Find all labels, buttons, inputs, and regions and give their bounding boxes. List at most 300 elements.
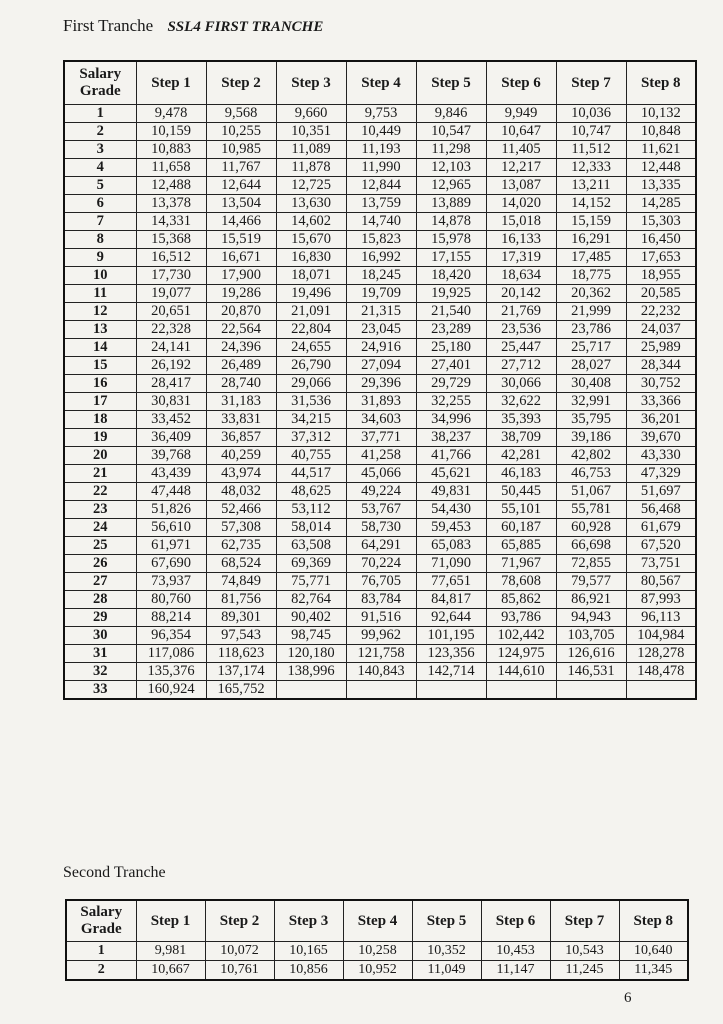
step-header: Step 5 bbox=[416, 61, 486, 105]
salary-value-cell: 10,072 bbox=[205, 942, 274, 961]
salary-value-cell: 19,286 bbox=[206, 285, 276, 303]
salary-value-cell bbox=[486, 681, 556, 700]
salary-value-cell: 77,651 bbox=[416, 573, 486, 591]
first-tranche-label: First Tranche bbox=[63, 16, 154, 35]
salary-value-cell: 56,610 bbox=[136, 519, 206, 537]
salary-grade-cell: 29 bbox=[64, 609, 136, 627]
salary-value-cell: 26,192 bbox=[136, 357, 206, 375]
salary-value-cell: 58,014 bbox=[276, 519, 346, 537]
salary-value-cell: 27,094 bbox=[346, 357, 416, 375]
salary-value-cell: 46,753 bbox=[556, 465, 626, 483]
salary-value-cell: 13,087 bbox=[486, 177, 556, 195]
table-header-row bbox=[66, 900, 688, 942]
salary-value-cell: 23,536 bbox=[486, 321, 556, 339]
salary-value-cell: 25,717 bbox=[556, 339, 626, 357]
table-row bbox=[64, 303, 696, 321]
table-row bbox=[64, 411, 696, 429]
table-row bbox=[64, 465, 696, 483]
salary-value-cell: 26,489 bbox=[206, 357, 276, 375]
salary-value-cell: 49,224 bbox=[346, 483, 416, 501]
second-tranche-salary-table bbox=[65, 899, 689, 981]
salary-value-cell: 10,351 bbox=[276, 123, 346, 141]
salary-grade-cell: 28 bbox=[64, 591, 136, 609]
salary-value-cell: 14,878 bbox=[416, 213, 486, 231]
salary-value-cell: 10,036 bbox=[556, 105, 626, 123]
salary-value-cell: 94,943 bbox=[556, 609, 626, 627]
step-header: Step 6 bbox=[481, 900, 550, 942]
step-header: Step 2 bbox=[205, 900, 274, 942]
salary-value-cell: 14,602 bbox=[276, 213, 346, 231]
salary-value-cell bbox=[556, 681, 626, 700]
salary-value-cell: 29,396 bbox=[346, 375, 416, 393]
salary-value-cell: 24,916 bbox=[346, 339, 416, 357]
salary-value-cell: 18,420 bbox=[416, 267, 486, 285]
salary-value-cell: 15,670 bbox=[276, 231, 346, 249]
salary-value-cell: 48,625 bbox=[276, 483, 346, 501]
table-row bbox=[64, 555, 696, 573]
salary-value-cell: 43,330 bbox=[626, 447, 696, 465]
salary-grade-cell: 23 bbox=[64, 501, 136, 519]
salary-value-cell: 20,651 bbox=[136, 303, 206, 321]
salary-value-cell: 11,405 bbox=[486, 141, 556, 159]
salary-value-cell: 21,315 bbox=[346, 303, 416, 321]
salary-value-cell: 73,751 bbox=[626, 555, 696, 573]
salary-value-cell: 19,709 bbox=[346, 285, 416, 303]
salary-value-cell: 42,802 bbox=[556, 447, 626, 465]
salary-grade-cell: 3 bbox=[64, 141, 136, 159]
salary-value-cell: 16,291 bbox=[556, 231, 626, 249]
salary-grade-cell: 5 bbox=[64, 177, 136, 195]
salary-value-cell: 11,767 bbox=[206, 159, 276, 177]
salary-value-cell bbox=[626, 681, 696, 700]
salary-value-cell: 12,103 bbox=[416, 159, 486, 177]
salary-value-cell: 55,781 bbox=[556, 501, 626, 519]
salary-value-cell: 47,329 bbox=[626, 465, 696, 483]
salary-value-cell: 124,975 bbox=[486, 645, 556, 663]
salary-value-cell: 58,730 bbox=[346, 519, 416, 537]
salary-value-cell: 10,165 bbox=[274, 942, 343, 961]
salary-value-cell: 31,536 bbox=[276, 393, 346, 411]
salary-value-cell: 34,996 bbox=[416, 411, 486, 429]
salary-value-cell: 30,408 bbox=[556, 375, 626, 393]
salary-value-cell: 12,333 bbox=[556, 159, 626, 177]
salary-value-cell: 72,855 bbox=[556, 555, 626, 573]
table-row bbox=[64, 141, 696, 159]
salary-grade-cell: 15 bbox=[64, 357, 136, 375]
salary-value-cell: 36,201 bbox=[626, 411, 696, 429]
salary-grade-cell: 30 bbox=[64, 627, 136, 645]
first-tranche-salary-table bbox=[63, 60, 697, 700]
table-row bbox=[64, 537, 696, 555]
salary-value-cell: 98,745 bbox=[276, 627, 346, 645]
salary-value-cell: 24,396 bbox=[206, 339, 276, 357]
table-row bbox=[64, 645, 696, 663]
salary-value-cell: 33,452 bbox=[136, 411, 206, 429]
salary-value-cell: 10,856 bbox=[274, 961, 343, 981]
salary-value-cell: 68,524 bbox=[206, 555, 276, 573]
salary-value-cell: 22,804 bbox=[276, 321, 346, 339]
salary-value-cell: 39,186 bbox=[556, 429, 626, 447]
salary-value-cell: 13,759 bbox=[346, 195, 416, 213]
salary-value-cell: 13,504 bbox=[206, 195, 276, 213]
salary-value-cell: 56,468 bbox=[626, 501, 696, 519]
salary-value-cell: 10,985 bbox=[206, 141, 276, 159]
table-row bbox=[64, 123, 696, 141]
salary-value-cell: 53,767 bbox=[346, 501, 416, 519]
salary-value-cell: 17,900 bbox=[206, 267, 276, 285]
table-row bbox=[64, 267, 696, 285]
salary-value-cell: 65,083 bbox=[416, 537, 486, 555]
salary-value-cell: 14,466 bbox=[206, 213, 276, 231]
salary-value-cell: 19,496 bbox=[276, 285, 346, 303]
salary-value-cell: 59,453 bbox=[416, 519, 486, 537]
table-row bbox=[66, 961, 688, 981]
salary-value-cell bbox=[346, 681, 416, 700]
salary-value-cell: 36,857 bbox=[206, 429, 276, 447]
salary-value-cell: 73,937 bbox=[136, 573, 206, 591]
salary-value-cell: 19,925 bbox=[416, 285, 486, 303]
salary-value-cell: 85,862 bbox=[486, 591, 556, 609]
salary-value-cell: 15,978 bbox=[416, 231, 486, 249]
salary-value-cell: 25,180 bbox=[416, 339, 486, 357]
salary-value-cell: 9,846 bbox=[416, 105, 486, 123]
salary-value-cell: 12,725 bbox=[276, 177, 346, 195]
salary-value-cell: 88,214 bbox=[136, 609, 206, 627]
salary-value-cell: 15,368 bbox=[136, 231, 206, 249]
salary-value-cell: 37,312 bbox=[276, 429, 346, 447]
salary-value-cell: 70,224 bbox=[346, 555, 416, 573]
salary-value-cell: 24,655 bbox=[276, 339, 346, 357]
salary-value-cell: 18,245 bbox=[346, 267, 416, 285]
salary-value-cell: 10,547 bbox=[416, 123, 486, 141]
salary-value-cell: 13,378 bbox=[136, 195, 206, 213]
salary-value-cell: 128,278 bbox=[626, 645, 696, 663]
salary-grade-cell: 2 bbox=[66, 961, 136, 981]
step-header: Step 5 bbox=[412, 900, 481, 942]
salary-value-cell: 26,790 bbox=[276, 357, 346, 375]
salary-grade-cell: 6 bbox=[64, 195, 136, 213]
salary-value-cell: 11,512 bbox=[556, 141, 626, 159]
step-header: Step 3 bbox=[274, 900, 343, 942]
salary-value-cell: 16,671 bbox=[206, 249, 276, 267]
salary-value-cell: 18,071 bbox=[276, 267, 346, 285]
salary-value-cell: 15,159 bbox=[556, 213, 626, 231]
salary-value-cell: 35,795 bbox=[556, 411, 626, 429]
salary-value-cell: 69,369 bbox=[276, 555, 346, 573]
salary-value-cell: 16,512 bbox=[136, 249, 206, 267]
salary-value-cell: 23,289 bbox=[416, 321, 486, 339]
table-row bbox=[64, 375, 696, 393]
salary-value-cell: 160,924 bbox=[136, 681, 206, 700]
salary-value-cell: 9,568 bbox=[206, 105, 276, 123]
salary-value-cell: 87,993 bbox=[626, 591, 696, 609]
salary-value-cell: 148,478 bbox=[626, 663, 696, 681]
salary-grade-cell: 11 bbox=[64, 285, 136, 303]
step-header: Step 4 bbox=[346, 61, 416, 105]
step-header: Step 4 bbox=[343, 900, 412, 942]
salary-value-cell: 63,508 bbox=[276, 537, 346, 555]
second-tranche-heading: Second Tranche bbox=[63, 864, 166, 881]
salary-grade-cell: 25 bbox=[64, 537, 136, 555]
table-row bbox=[64, 609, 696, 627]
salary-value-cell: 11,089 bbox=[276, 141, 346, 159]
salary-value-cell: 22,328 bbox=[136, 321, 206, 339]
salary-value-cell: 39,670 bbox=[626, 429, 696, 447]
salary-value-cell: 34,603 bbox=[346, 411, 416, 429]
salary-value-cell: 25,447 bbox=[486, 339, 556, 357]
salary-value-cell bbox=[276, 681, 346, 700]
page-number: 6 bbox=[624, 990, 632, 1006]
salary-value-cell: 13,889 bbox=[416, 195, 486, 213]
salary-value-cell: 62,735 bbox=[206, 537, 276, 555]
salary-value-cell: 17,730 bbox=[136, 267, 206, 285]
salary-value-cell: 21,091 bbox=[276, 303, 346, 321]
salary-value-cell: 54,430 bbox=[416, 501, 486, 519]
table-row bbox=[64, 177, 696, 195]
salary-value-cell: 12,844 bbox=[346, 177, 416, 195]
salary-grade-cell: 1 bbox=[66, 942, 136, 961]
salary-value-cell: 52,466 bbox=[206, 501, 276, 519]
salary-value-cell: 31,893 bbox=[346, 393, 416, 411]
salary-value-cell: 78,608 bbox=[486, 573, 556, 591]
salary-value-cell: 20,142 bbox=[486, 285, 556, 303]
salary-value-cell: 89,301 bbox=[206, 609, 276, 627]
salary-value-cell: 28,027 bbox=[556, 357, 626, 375]
salary-value-cell: 17,319 bbox=[486, 249, 556, 267]
salary-value-cell: 15,519 bbox=[206, 231, 276, 249]
salary-value-cell: 60,928 bbox=[556, 519, 626, 537]
salary-value-cell: 13,335 bbox=[626, 177, 696, 195]
salary-value-cell: 11,878 bbox=[276, 159, 346, 177]
salary-value-cell: 30,066 bbox=[486, 375, 556, 393]
salary-value-cell: 28,417 bbox=[136, 375, 206, 393]
salary-value-cell: 11,345 bbox=[619, 961, 688, 981]
salary-value-cell: 39,768 bbox=[136, 447, 206, 465]
salary-value-cell: 34,215 bbox=[276, 411, 346, 429]
salary-value-cell: 93,786 bbox=[486, 609, 556, 627]
salary-value-cell: 36,409 bbox=[136, 429, 206, 447]
salary-value-cell: 14,331 bbox=[136, 213, 206, 231]
salary-value-cell: 49,831 bbox=[416, 483, 486, 501]
salary-value-cell: 142,714 bbox=[416, 663, 486, 681]
salary-value-cell: 144,610 bbox=[486, 663, 556, 681]
salary-value-cell: 18,775 bbox=[556, 267, 626, 285]
salary-value-cell: 46,183 bbox=[486, 465, 556, 483]
salary-grade-cell: 2 bbox=[64, 123, 136, 141]
salary-grade-cell: 24 bbox=[64, 519, 136, 537]
salary-value-cell: 17,155 bbox=[416, 249, 486, 267]
table-row bbox=[64, 573, 696, 591]
salary-value-cell: 11,658 bbox=[136, 159, 206, 177]
salary-value-cell: 40,755 bbox=[276, 447, 346, 465]
salary-value-cell: 165,752 bbox=[206, 681, 276, 700]
salary-value-cell: 22,564 bbox=[206, 321, 276, 339]
salary-value-cell: 64,291 bbox=[346, 537, 416, 555]
salary-value-cell: 11,245 bbox=[550, 961, 619, 981]
salary-value-cell: 13,630 bbox=[276, 195, 346, 213]
table-row bbox=[64, 501, 696, 519]
salary-value-cell: 20,870 bbox=[206, 303, 276, 321]
salary-value-cell: 11,147 bbox=[481, 961, 550, 981]
salary-value-cell: 71,090 bbox=[416, 555, 486, 573]
table-row bbox=[64, 591, 696, 609]
salary-grade-cell: 20 bbox=[64, 447, 136, 465]
salary-value-cell: 11,049 bbox=[412, 961, 481, 981]
salary-value-cell: 32,622 bbox=[486, 393, 556, 411]
salary-value-cell: 102,442 bbox=[486, 627, 556, 645]
salary-value-cell: 29,729 bbox=[416, 375, 486, 393]
salary-value-cell: 81,756 bbox=[206, 591, 276, 609]
salary-value-cell: 10,159 bbox=[136, 123, 206, 141]
salary-value-cell: 27,712 bbox=[486, 357, 556, 375]
salary-value-cell: 10,255 bbox=[206, 123, 276, 141]
salary-value-cell: 42,281 bbox=[486, 447, 556, 465]
salary-value-cell: 10,258 bbox=[343, 942, 412, 961]
step-header: Step 2 bbox=[206, 61, 276, 105]
table-row bbox=[64, 393, 696, 411]
salary-value-cell: 51,826 bbox=[136, 501, 206, 519]
salary-value-cell: 12,217 bbox=[486, 159, 556, 177]
table-row bbox=[64, 195, 696, 213]
salary-value-cell: 13,211 bbox=[556, 177, 626, 195]
salary-grade-header: Salary Grade bbox=[64, 61, 136, 105]
table-row bbox=[64, 321, 696, 339]
salary-value-cell: 92,644 bbox=[416, 609, 486, 627]
salary-value-cell: 15,303 bbox=[626, 213, 696, 231]
salary-value-cell: 138,996 bbox=[276, 663, 346, 681]
salary-value-cell: 41,258 bbox=[346, 447, 416, 465]
salary-value-cell: 33,366 bbox=[626, 393, 696, 411]
salary-grade-header: Salary Grade bbox=[66, 900, 136, 942]
salary-value-cell: 47,448 bbox=[136, 483, 206, 501]
table-row bbox=[64, 663, 696, 681]
salary-value-cell: 32,991 bbox=[556, 393, 626, 411]
salary-value-cell: 57,308 bbox=[206, 519, 276, 537]
salary-value-cell: 97,543 bbox=[206, 627, 276, 645]
salary-value-cell: 11,621 bbox=[626, 141, 696, 159]
salary-value-cell: 43,439 bbox=[136, 465, 206, 483]
salary-value-cell: 32,255 bbox=[416, 393, 486, 411]
salary-value-cell: 120,180 bbox=[276, 645, 346, 663]
salary-value-cell: 41,766 bbox=[416, 447, 486, 465]
salary-value-cell: 135,376 bbox=[136, 663, 206, 681]
salary-value-cell: 21,540 bbox=[416, 303, 486, 321]
salary-value-cell: 16,830 bbox=[276, 249, 346, 267]
salary-value-cell: 12,965 bbox=[416, 177, 486, 195]
salary-value-cell: 71,967 bbox=[486, 555, 556, 573]
salary-value-cell: 28,740 bbox=[206, 375, 276, 393]
salary-value-cell: 11,990 bbox=[346, 159, 416, 177]
table-row bbox=[64, 447, 696, 465]
salary-value-cell: 10,747 bbox=[556, 123, 626, 141]
salary-value-cell: 140,843 bbox=[346, 663, 416, 681]
table-row bbox=[64, 285, 696, 303]
step-header: Step 8 bbox=[626, 61, 696, 105]
salary-value-cell: 10,883 bbox=[136, 141, 206, 159]
step-header: Step 1 bbox=[136, 61, 206, 105]
salary-value-cell: 9,981 bbox=[136, 942, 205, 961]
salary-value-cell: 9,478 bbox=[136, 105, 206, 123]
salary-value-cell: 28,344 bbox=[626, 357, 696, 375]
salary-value-cell: 14,020 bbox=[486, 195, 556, 213]
salary-value-cell: 27,401 bbox=[416, 357, 486, 375]
table-row bbox=[64, 213, 696, 231]
salary-value-cell: 10,848 bbox=[626, 123, 696, 141]
salary-value-cell: 51,067 bbox=[556, 483, 626, 501]
salary-value-cell: 17,485 bbox=[556, 249, 626, 267]
salary-value-cell: 11,298 bbox=[416, 141, 486, 159]
salary-value-cell: 35,393 bbox=[486, 411, 556, 429]
salary-value-cell: 16,133 bbox=[486, 231, 556, 249]
salary-value-cell: 45,621 bbox=[416, 465, 486, 483]
salary-value-cell: 30,831 bbox=[136, 393, 206, 411]
salary-value-cell: 80,760 bbox=[136, 591, 206, 609]
first-tranche-subtitle: SSL4 FIRST TRANCHE bbox=[167, 19, 324, 35]
salary-value-cell: 20,362 bbox=[556, 285, 626, 303]
salary-value-cell: 20,585 bbox=[626, 285, 696, 303]
salary-grade-cell: 1 bbox=[64, 105, 136, 123]
salary-value-cell bbox=[416, 681, 486, 700]
salary-value-cell: 83,784 bbox=[346, 591, 416, 609]
salary-grade-cell: 26 bbox=[64, 555, 136, 573]
salary-value-cell: 79,577 bbox=[556, 573, 626, 591]
salary-value-cell: 48,032 bbox=[206, 483, 276, 501]
step-header: Step 1 bbox=[136, 900, 205, 942]
salary-value-cell: 44,517 bbox=[276, 465, 346, 483]
salary-grade-cell: 22 bbox=[64, 483, 136, 501]
table-header-row bbox=[64, 61, 696, 105]
salary-value-cell: 30,752 bbox=[626, 375, 696, 393]
salary-value-cell: 10,352 bbox=[412, 942, 481, 961]
table-row bbox=[64, 627, 696, 645]
salary-grade-cell: 17 bbox=[64, 393, 136, 411]
table-row bbox=[64, 519, 696, 537]
salary-value-cell: 10,449 bbox=[346, 123, 416, 141]
salary-value-cell: 15,018 bbox=[486, 213, 556, 231]
salary-value-cell: 12,644 bbox=[206, 177, 276, 195]
salary-value-cell: 19,077 bbox=[136, 285, 206, 303]
step-header: Step 8 bbox=[619, 900, 688, 942]
salary-value-cell: 14,740 bbox=[346, 213, 416, 231]
salary-value-cell: 74,849 bbox=[206, 573, 276, 591]
salary-value-cell: 10,640 bbox=[619, 942, 688, 961]
salary-value-cell: 51,697 bbox=[626, 483, 696, 501]
salary-value-cell: 22,232 bbox=[626, 303, 696, 321]
salary-value-cell: 86,921 bbox=[556, 591, 626, 609]
salary-value-cell: 96,354 bbox=[136, 627, 206, 645]
salary-value-cell: 11,193 bbox=[346, 141, 416, 159]
salary-value-cell: 60,187 bbox=[486, 519, 556, 537]
salary-grade-cell: 12 bbox=[64, 303, 136, 321]
salary-value-cell: 91,516 bbox=[346, 609, 416, 627]
salary-value-cell: 10,543 bbox=[550, 942, 619, 961]
salary-value-cell: 12,488 bbox=[136, 177, 206, 195]
salary-grade-cell: 27 bbox=[64, 573, 136, 591]
salary-value-cell: 50,445 bbox=[486, 483, 556, 501]
salary-value-cell: 117,086 bbox=[136, 645, 206, 663]
table-row bbox=[64, 483, 696, 501]
table-row bbox=[64, 249, 696, 267]
salary-value-cell: 21,769 bbox=[486, 303, 556, 321]
step-header: Step 7 bbox=[556, 61, 626, 105]
salary-value-cell: 16,450 bbox=[626, 231, 696, 249]
step-header: Step 6 bbox=[486, 61, 556, 105]
salary-grade-cell: 21 bbox=[64, 465, 136, 483]
salary-value-cell: 67,690 bbox=[136, 555, 206, 573]
salary-grade-cell: 14 bbox=[64, 339, 136, 357]
salary-value-cell: 17,653 bbox=[626, 249, 696, 267]
salary-value-cell: 21,999 bbox=[556, 303, 626, 321]
